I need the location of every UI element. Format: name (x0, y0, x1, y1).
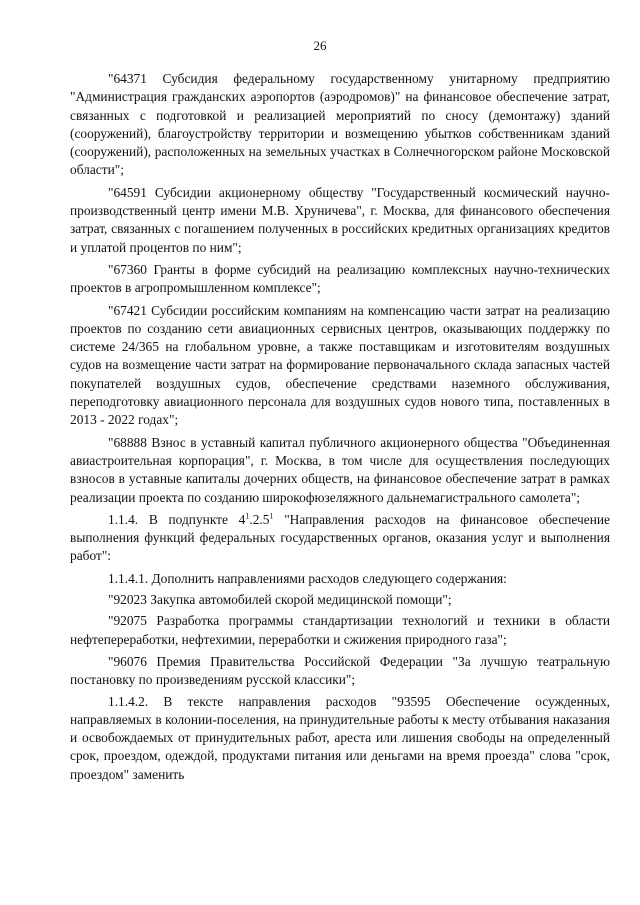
clause-1-1-4-superscript-1: 1 (245, 511, 250, 521)
paragraph-92075: "92075 Разработка программы стандартизации технологий и техники в области нефтепереработки, нефтехимии, переработки и сжижения природного газа"; (70, 613, 610, 647)
page-number: 26 (313, 38, 327, 53)
paragraph-67360: "67360 Гранты в форме субсидий на реализацию комплексных научно-технических проектов в агропромышленном комплексе"; (70, 261, 610, 296)
clause-1-1-4-1: 1.1.4.1. Дополнить направлениями расходов следующего содержания: (108, 570, 507, 586)
paragraph-92023: "92023 Закупка автомобилей скорой медицинской помощи"; (108, 592, 452, 608)
clause-1-1-4-mid: .2.5 (249, 511, 270, 527)
paragraph-68888: "68888 Взнос в уставный капитал публичного акционерного общества "Объединенная авиастроительная корпорация", г. Москва, в том числе для осуществления последующих взносов в уставные капиталы дочерних обществ, на финансовое обеспечение затрат в рамках реализации проекта по созданию широкофюзеляжного дальнемагистрального самолета"; (70, 434, 610, 505)
clause-1-1-4 (70, 511, 610, 566)
clause-1-1-4-2: 1.1.4.2. В тексте направления расходов "93595 Обеспечение осужденных, направляемых в колонии-поселения, на принудительные работы к месту отбывания наказания и освобождаемых от принудительных работ, ареста или лишения свободы на определенный срок, проездом, одеждой, продуктами питания или деньгами на время проезда" слова "срок, проездом" заменить (70, 693, 610, 782)
paragraph-96076: "96076 Премия Правительства Российской Федерации "За лучшую театральную постановку по произведениям русской классики"; (70, 653, 610, 688)
paragraph-64371: "64371 Субсидия федеральному государственному унитарному предприятию "Администрация гражданских аэропортов (аэродромов)" на финансовое обеспечение затрат, связанных с подготовкой и реализацией мероприятий по сносу (демонтажу) зданий (сооружений), благоустройству территории и возмещению убытков собственникам зданий (сооружений), расположенных на земельных участках в Солнечногорском районе Московской области"; (70, 71, 610, 178)
clause-1-1-4-prefix: 1.1.4. В подпункте 4 (108, 511, 246, 527)
paragraph-64591: "64591 Субсидии акционерному обществу "Государственный космический научно-производственный центр имени М.В. Хруничева", г. Москва, для финансового обеспечения затрат, связанных с погашением полученных в российских кредитных организациях кредитов и уплатой процентов по ним"; (70, 184, 610, 255)
clause-1-1-4-suffix: "Направления расходов на финансовое обеспечение выполнения функций федеральных государственных органов, оказания услуг и выполнения работ": (70, 511, 610, 564)
document-body (70, 70, 610, 788)
clause-1-1-4-superscript-2: 1 (269, 511, 274, 521)
paragraph-67421: "67421 Субсидии российским компаниям на компенсацию части затрат на реализацию проектов по созданию сети авиационных сервисных центров, оказывающих поддержку по системе 24/365 на глобальном уровне, а также поставщикам и изготовителям воздушных судов на возмещение части затрат на формирование первоначального склада запасных частей покупателей воздушных судов, обеспечение средствами наземного обслуживания, переподготовку авиационного персонала для воздушных судов нового типа, поставленных в 2013 - 2022 годах"; (70, 302, 610, 428)
